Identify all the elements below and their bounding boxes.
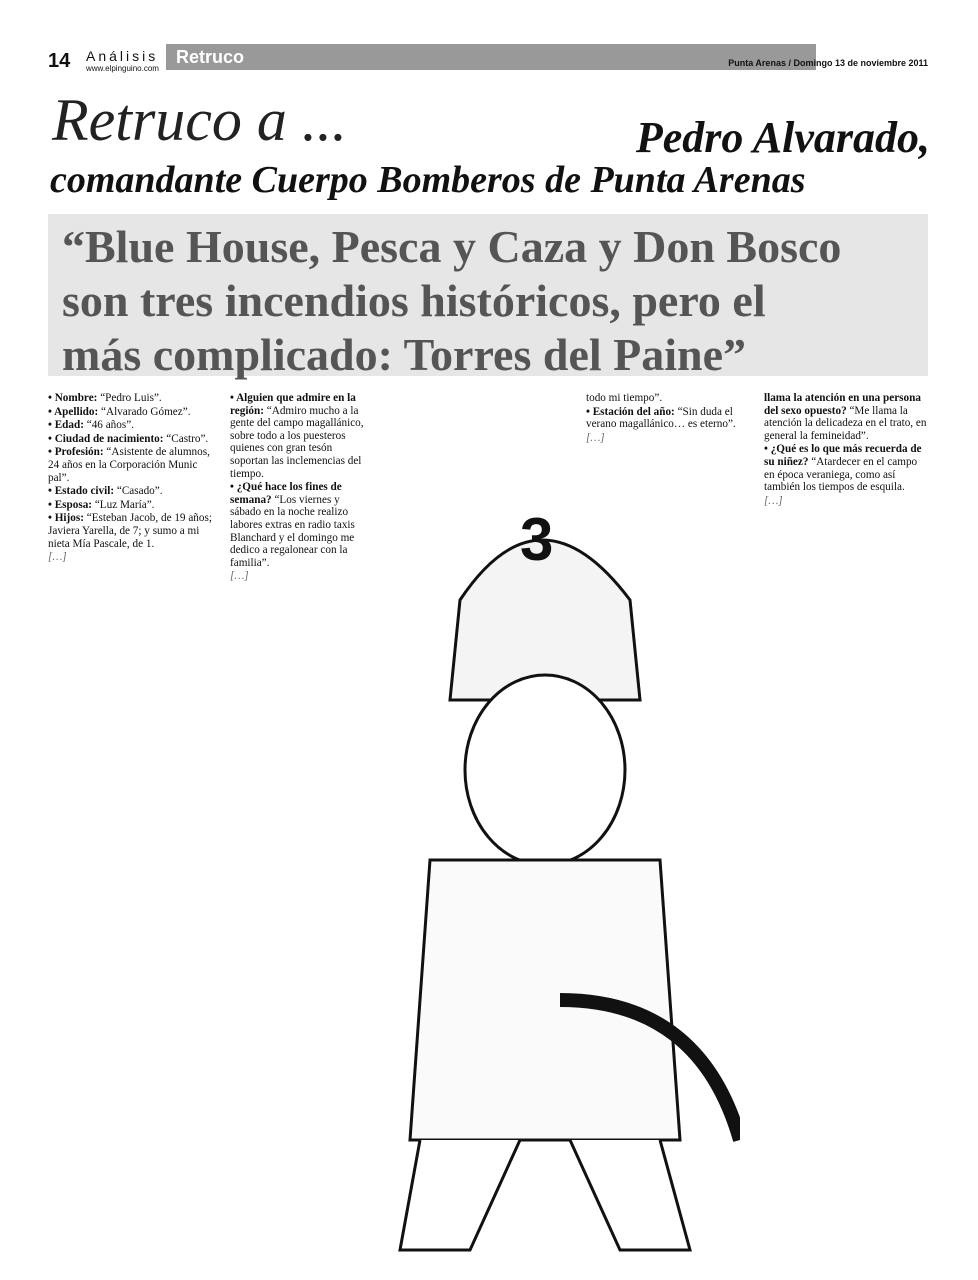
headline-quote	[62, 220, 841, 382]
continuation-marker: […]	[48, 551, 67, 564]
headline-box	[48, 214, 928, 380]
continuation-marker: […]	[764, 494, 783, 507]
qa-item: • Nombre: “Pedro Luis”.	[48, 392, 162, 404]
qa-item: • Esposa: “Luz María”.	[48, 498, 155, 511]
page-header	[48, 44, 928, 74]
headline-line: “Blue House, Pesca y Caza y Don Bosco	[62, 221, 842, 272]
interviewee-name: Pedro Alvarado,	[635, 113, 930, 162]
qa-item: • Apellido: “Alvarado Gómez”.	[48, 405, 191, 418]
interviewee-subtitle: comandante Cuerpo Bomberos de Punta Arenas	[50, 159, 806, 201]
qa-item: • Estación del año: “Sin duda el verano magallánico… es eterno”.	[586, 405, 736, 431]
date-line: Punta Arenas / Domingo 13 de noviembre 2011	[728, 58, 928, 68]
qa-item: • Edad: “46 años”.	[48, 419, 134, 432]
svg-text:3: 3	[520, 506, 554, 573]
column-4	[764, 392, 928, 508]
qa-item: • ¿Qué hace los fines de semana? “Los viernes y sábado en la noche realizo labores extras en radio taxis Blanchard y el domingo me dedico a regalonear con la familia”.	[230, 481, 355, 569]
brand-logo: Análisis	[86, 48, 159, 64]
qa-item: llama la atención en una persona del sexo opuesto? “Me llama la atención la delicadeza en el trato, en general la femineidad”.	[764, 392, 927, 442]
section-label: Retruco	[166, 44, 816, 70]
caricature-illustration	[340, 440, 740, 1260]
qa-item: • Estado civil: “Casado”.	[48, 485, 163, 498]
qa-item: • Alguien que admire en la región: “Admiro mucho a la gente del campo magallánico, sobre todo a los puesteros quienes con gran tesón soportan las inclemencias del tiempo.	[230, 392, 364, 480]
qa-item: • Profesión: “Asistente de alumnos, 24 años en la Corporación Munic pal”.	[48, 446, 210, 484]
retruco-logo: Retruco a ...	[52, 87, 347, 153]
brand-url: www.elpinguino.com	[86, 64, 159, 73]
qa-item: • ¿Qué es lo que más recuerda de su niñez? “Atardecer en el campo en época veraniega, como así también los tiempos de esquila.	[764, 443, 922, 494]
column-1	[48, 392, 220, 565]
continuation-marker: […]	[586, 431, 605, 444]
qa-item: todo mi tiempo”.	[586, 392, 663, 404]
qa-item: • Ciudad de nacimiento: “Castro”.	[48, 432, 209, 445]
page-number: 14	[48, 50, 71, 72]
headline-line: más complicado: Torres del Paine”	[62, 329, 747, 380]
column-3	[586, 392, 746, 445]
headline-line: son tres incendios históricos, pero el	[62, 275, 766, 326]
continuation-marker: […]	[230, 570, 249, 583]
qa-item: • Hijos: “Esteban Jacob, de 19 años; Javiera Yarella, de 7; y sumo a mi nieta Mía Pascale, de 1.	[48, 512, 212, 550]
